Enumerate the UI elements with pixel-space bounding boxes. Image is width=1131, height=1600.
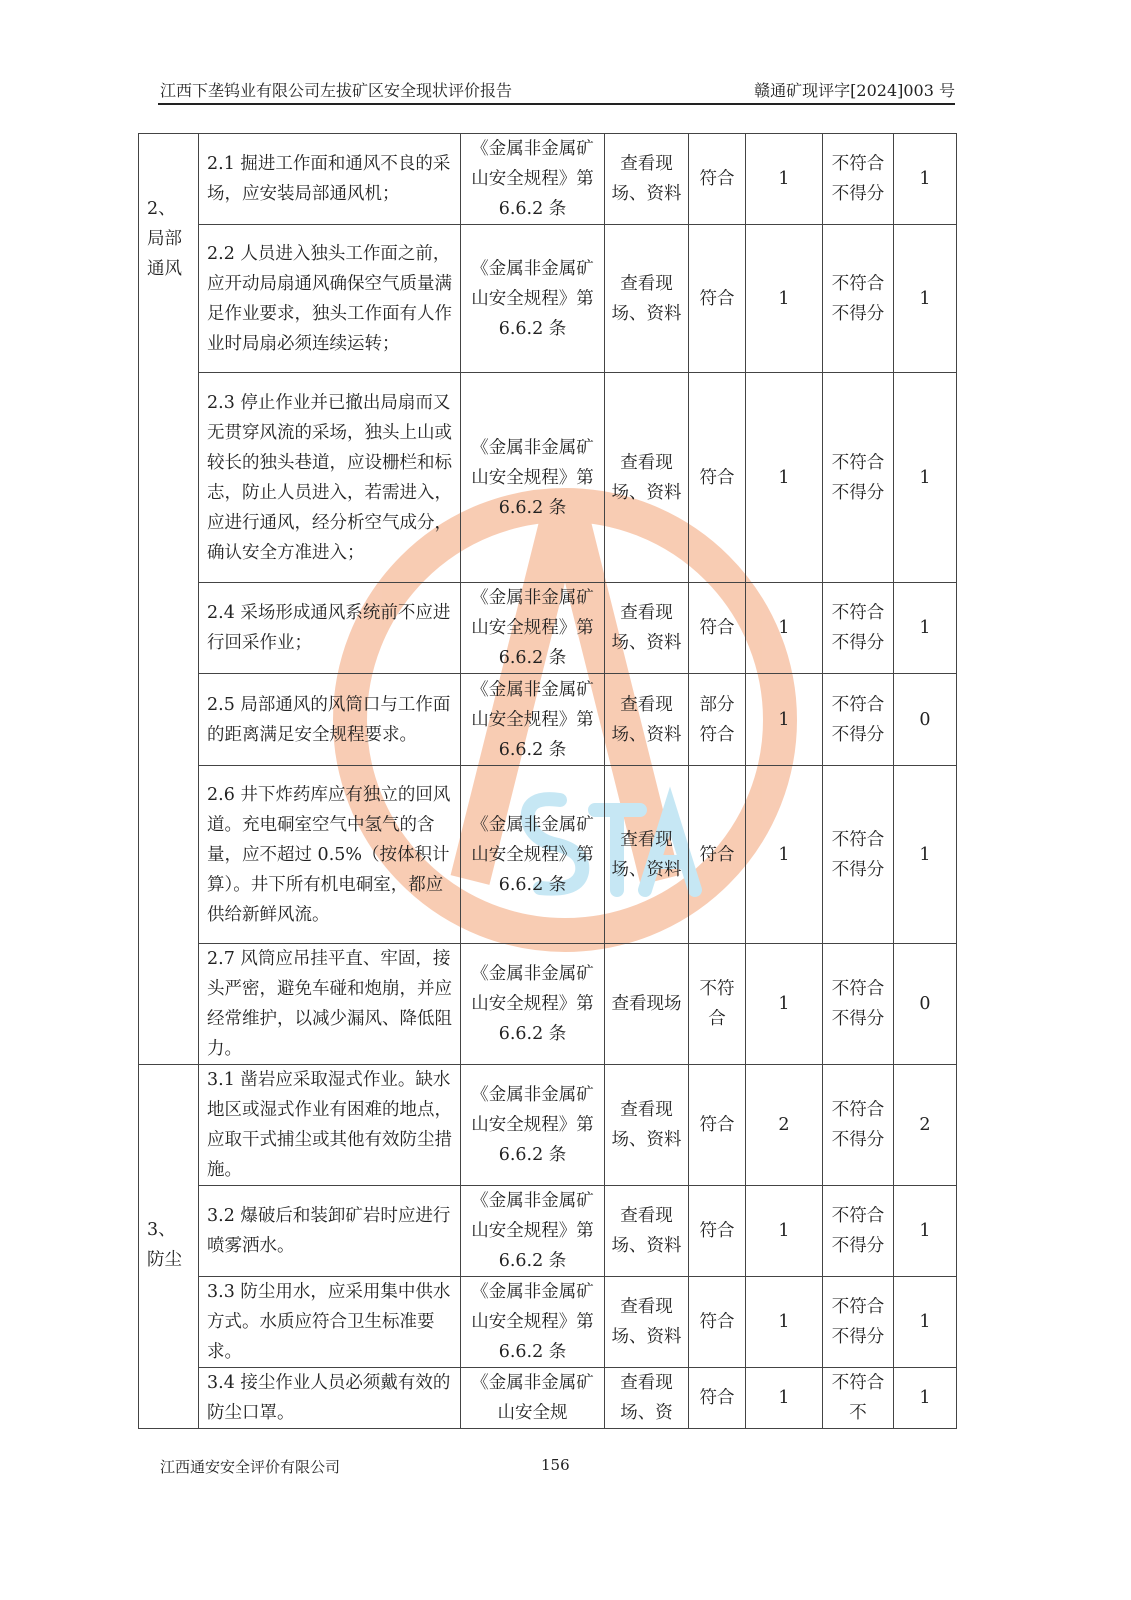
result-cell: 符合: [689, 134, 746, 225]
scoring-rule-cell: 不符合不得分: [823, 583, 894, 674]
standard-score-cell: 1: [746, 944, 823, 1065]
requirement-cell: 2.1 掘进工作面和通风不良的采场，应安装局部通风机；: [199, 134, 461, 225]
requirement-cell: 2.6 井下炸药库应有独立的回风道。充电硐室空气中氢气的含量，应不超过 0.5%（按体积计算）。井下所有机电硐室，都应供给新鲜风流。: [199, 766, 461, 944]
actual-score-cell: 0: [894, 674, 957, 766]
actual-score-cell: 1: [894, 583, 957, 674]
standard-score-cell: 1: [746, 766, 823, 944]
requirement-cell: 3.3 防尘用水，应采用集中供水方式。水质应符合卫生标准要求。: [199, 1277, 461, 1368]
standard-score-cell: 2: [746, 1065, 823, 1186]
check-method-cell: 查看现场、资料: [605, 134, 689, 225]
table-row: [139, 674, 957, 766]
table-row: [139, 583, 957, 674]
table-row: [139, 134, 957, 225]
standard-score-cell: 1: [746, 373, 823, 583]
requirement-cell: 3.1 凿岩应采取湿式作业。缺水地区或湿式作业有困难的地点，应取干式捕尘或其他有效防尘措施。: [199, 1065, 461, 1186]
requirement-cell: 2.3 停止作业并已撤出局扇而又无贯穿风流的采场，独头上山或较长的独头巷道，应设栅栏和标志，防止人员进入，若需进入，应进行通风，经分析空气成分，确认安全方准进入；: [199, 373, 461, 583]
requirement-cell: 2.4 采场形成通风系统前不应进行回采作业；: [199, 583, 461, 674]
actual-score-cell: 1: [894, 1186, 957, 1277]
actual-score-cell: 2: [894, 1065, 957, 1186]
result-cell: 部分符合: [689, 674, 746, 766]
result-cell: 符合: [689, 1065, 746, 1186]
basis-cell: 《金属非金属矿山安全规程》第 6.6.2 条: [461, 1065, 605, 1186]
table-row: [139, 1065, 957, 1186]
actual-score-cell: 1: [894, 373, 957, 583]
table-row: [139, 944, 957, 1065]
requirement-cell: 3.4 接尘作业人员必须戴有效的防尘口罩。: [199, 1368, 461, 1429]
result-cell: 符合: [689, 766, 746, 944]
result-cell: 符合: [689, 1277, 746, 1368]
header-divider: [158, 103, 955, 105]
scoring-rule-cell: 不符合不得分: [823, 674, 894, 766]
table-row: [139, 373, 957, 583]
standard-score-cell: 1: [746, 674, 823, 766]
basis-cell: 《金属非金属矿山安全规程》第 6.6.2 条: [461, 766, 605, 944]
scoring-rule-cell: 不符合不得分: [823, 1065, 894, 1186]
requirement-cell: 3.2 爆破后和装卸矿岩时应进行喷雾洒水。: [199, 1186, 461, 1277]
actual-score-cell: 1: [894, 1368, 957, 1429]
requirement-cell: 2.5 局部通风的风筒口与工作面的距离满足安全规程要求。: [199, 674, 461, 766]
basis-cell: 《金属非金属矿山安全规程》第 6.6.2 条: [461, 674, 605, 766]
check-method-cell: 查看现场、资料: [605, 373, 689, 583]
result-cell: 符合: [689, 583, 746, 674]
scoring-rule-cell: 不符合不得分: [823, 1186, 894, 1277]
standard-score-cell: 1: [746, 1186, 823, 1277]
result-cell: 不符合: [689, 944, 746, 1065]
check-method-cell: 查看现场、资料: [605, 225, 689, 373]
category-cell: 2、局部通风: [139, 134, 199, 1065]
standard-score-cell: 1: [746, 1277, 823, 1368]
result-cell: 符合: [689, 1186, 746, 1277]
check-method-cell: 查看现场、资料: [605, 674, 689, 766]
scoring-rule-cell: 不符合不得分: [823, 225, 894, 373]
basis-cell: 《金属非金属矿山安全规程》第 6.6.2 条: [461, 225, 605, 373]
document-number: 赣通矿现评字[2024]003 号: [754, 81, 955, 100]
table-row: [139, 1368, 957, 1429]
basis-cell: 《金属非金属矿山安全规程》第 6.6.2 条: [461, 944, 605, 1065]
actual-score-cell: 1: [894, 1277, 957, 1368]
scoring-rule-cell: 不符合不得分: [823, 766, 894, 944]
result-cell: 符合: [689, 1368, 746, 1429]
standard-score-cell: 1: [746, 1368, 823, 1429]
result-cell: 符合: [689, 225, 746, 373]
scoring-rule-cell: 不符合不得分: [823, 134, 894, 225]
footer-company: 江西通安安全评价有限公司: [160, 1458, 341, 1476]
check-method-cell: 查看现场、资料: [605, 583, 689, 674]
scoring-rule-cell: 不符合不: [823, 1368, 894, 1429]
page-header: [160, 78, 955, 102]
check-method-cell: 查看现场、资料: [605, 766, 689, 944]
actual-score-cell: 0: [894, 944, 957, 1065]
scoring-rule-cell: 不符合不得分: [823, 373, 894, 583]
basis-cell: 《金属非金属矿山安全规程》第 6.6.2 条: [461, 373, 605, 583]
result-cell: 符合: [689, 373, 746, 583]
table-row: [139, 1186, 957, 1277]
check-method-cell: 查看现场、资料: [605, 1065, 689, 1186]
basis-cell: 《金属非金属矿山安全规: [461, 1368, 605, 1429]
standard-score-cell: 1: [746, 134, 823, 225]
standard-score-cell: 1: [746, 583, 823, 674]
basis-cell: 《金属非金属矿山安全规程》第 6.6.2 条: [461, 1277, 605, 1368]
basis-cell: 《金属非金属矿山安全规程》第 6.6.2 条: [461, 583, 605, 674]
table-row: [139, 1277, 957, 1368]
actual-score-cell: 1: [894, 766, 957, 944]
basis-cell: 《金属非金属矿山安全规程》第 6.6.2 条: [461, 1186, 605, 1277]
evaluation-table: [138, 133, 957, 1429]
check-method-cell: 查看现场、资料: [605, 1277, 689, 1368]
actual-score-cell: 1: [894, 134, 957, 225]
basis-cell: 《金属非金属矿山安全规程》第 6.6.2 条: [461, 134, 605, 225]
check-method-cell: 查看现场、资: [605, 1368, 689, 1429]
page-number: 156: [541, 1456, 570, 1474]
standard-score-cell: 1: [746, 225, 823, 373]
category-cell: 3、防尘: [139, 1065, 199, 1429]
scoring-rule-cell: 不符合不得分: [823, 1277, 894, 1368]
table-row: [139, 766, 957, 944]
check-method-cell: 查看现场、资料: [605, 1186, 689, 1277]
report-title: 江西下垄钨业有限公司左拔矿区安全现状评价报告: [160, 81, 513, 100]
requirement-cell: 2.2 人员进入独头工作面之前，应开动局扇通风确保空气质量满足作业要求，独头工作面有人作业时局扇必须连续运转；: [199, 225, 461, 373]
requirement-cell: 2.7 风筒应吊挂平直、牢固，接头严密，避免车碰和炮崩，并应经常维护，以减少漏风、降低阻力。: [199, 944, 461, 1065]
scoring-rule-cell: 不符合不得分: [823, 944, 894, 1065]
table-row: [139, 225, 957, 373]
check-method-cell: 查看现场: [605, 944, 689, 1065]
actual-score-cell: 1: [894, 225, 957, 373]
